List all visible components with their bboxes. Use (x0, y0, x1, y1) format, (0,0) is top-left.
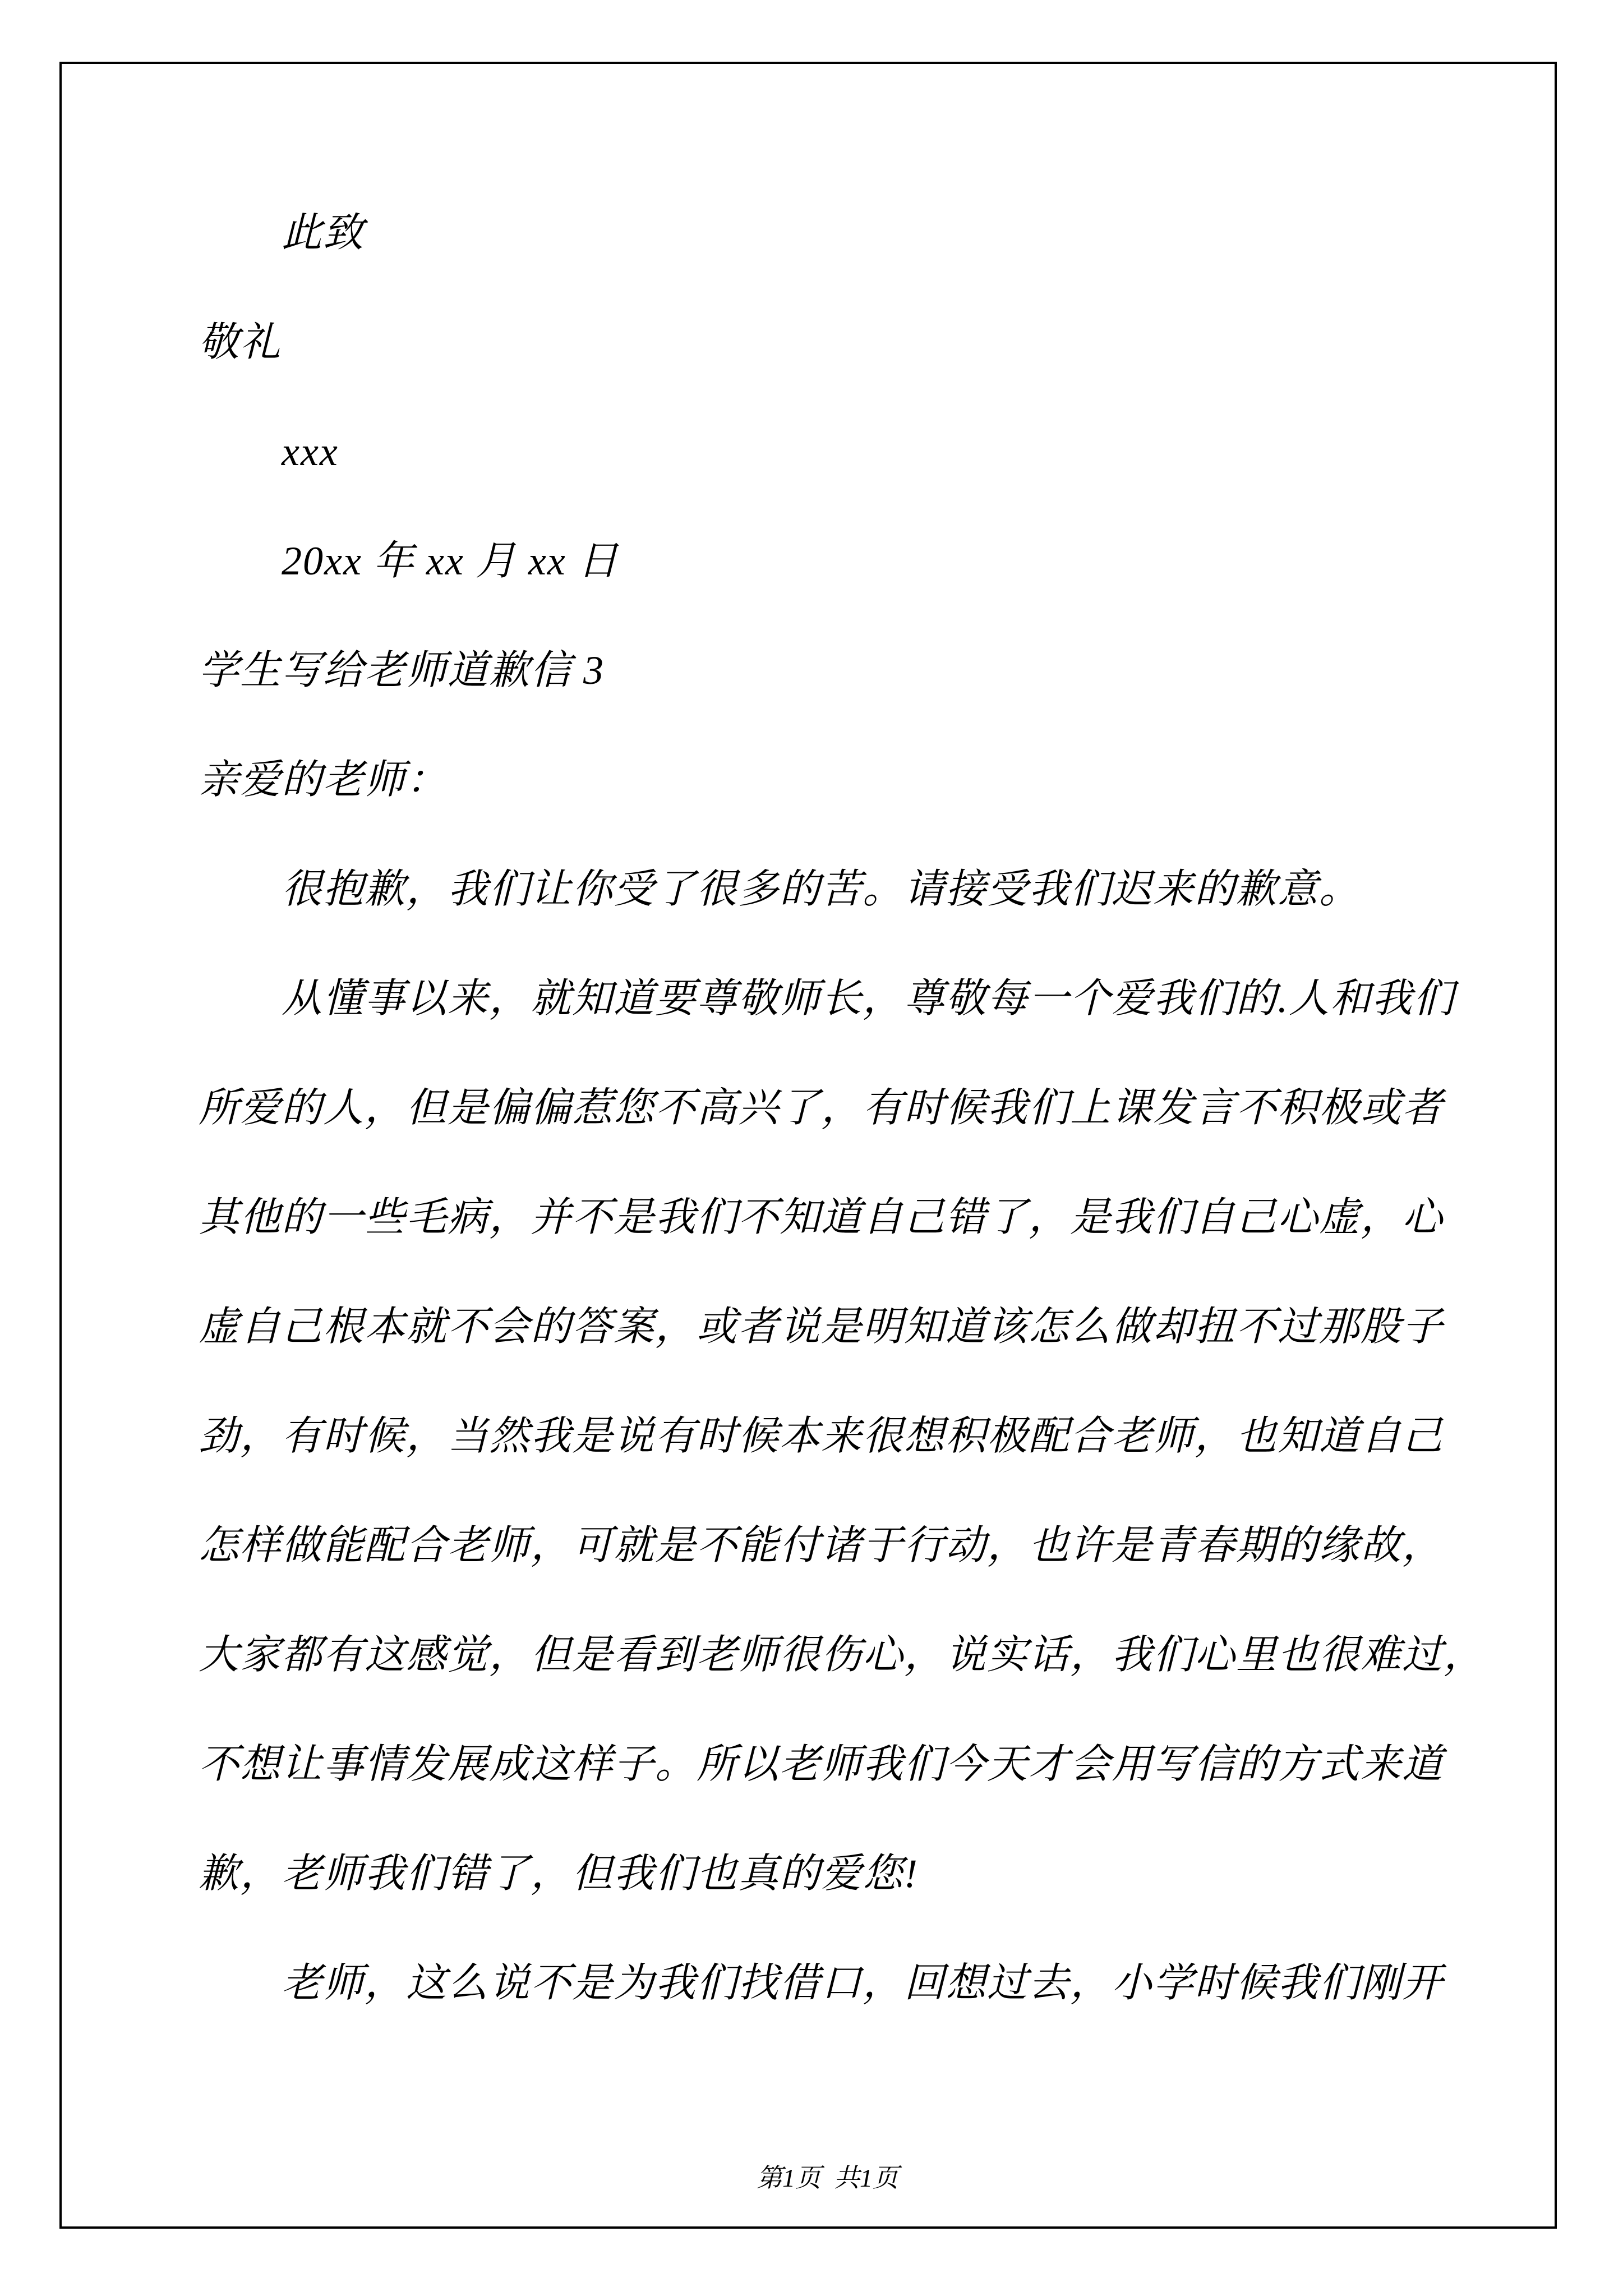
body-line: 其他的一些毛病，并不是我们不知道自己错了，是我们自己心虚，心 (199, 1195, 1444, 1240)
recipient-salutation: 亲爱的老师： (199, 757, 448, 802)
closing-cizhi: 此致 (282, 210, 365, 255)
page-number: 第1页 共1页 (757, 2164, 898, 2192)
body-line: 怎样做能配合老师，可就是不能付诸于行动，也许是青春期的缘故， (199, 1523, 1444, 1568)
body-line: 劲，有时候，当然我是说有时候本来很想积极配合老师，也知道自己 (199, 1414, 1444, 1458)
letter-content (199, 178, 1493, 2038)
signature: xxx (282, 429, 339, 474)
body-line: 大家都有这感觉，但是看到老师很伤心，说实话，我们心里也很难过， (199, 1632, 1486, 1677)
body-line: 歉，老师我们错了，但我们也真的爱您! (199, 1851, 919, 1896)
body-line: 虚自己根本就不会的答案，或者说是明知道该怎么做却扭不过那股子 (199, 1304, 1444, 1349)
body-line: 所爱的人，但是偏偏惹您不高兴了，有时候我们上课发言不积极或者 (199, 1085, 1444, 1130)
date-line: 20xx 年 xx 月 xx 日 (282, 539, 619, 583)
body-line: 很抱歉，我们让你受了很多的苦。请接受我们迟来的歉意。 (282, 867, 1361, 912)
body-line: 从懂事以来，就知道要尊敬师长，尊敬每一个爱我们的.人和我们 (282, 976, 1455, 1021)
page-border-frame (59, 62, 1557, 2229)
body-line: 老师，这么说不是为我们找借口，回想过去，小学时候我们刚开 (282, 1961, 1444, 2005)
page-footer (62, 2128, 1555, 2192)
letter-title: 学生写给老师道歉信 3 (199, 648, 605, 693)
closing-jingli: 敬礼 (199, 320, 282, 365)
body-line: 不想让事情发展成这样子。所以老师我们今天才会用写信的方式来道 (199, 1742, 1444, 1787)
